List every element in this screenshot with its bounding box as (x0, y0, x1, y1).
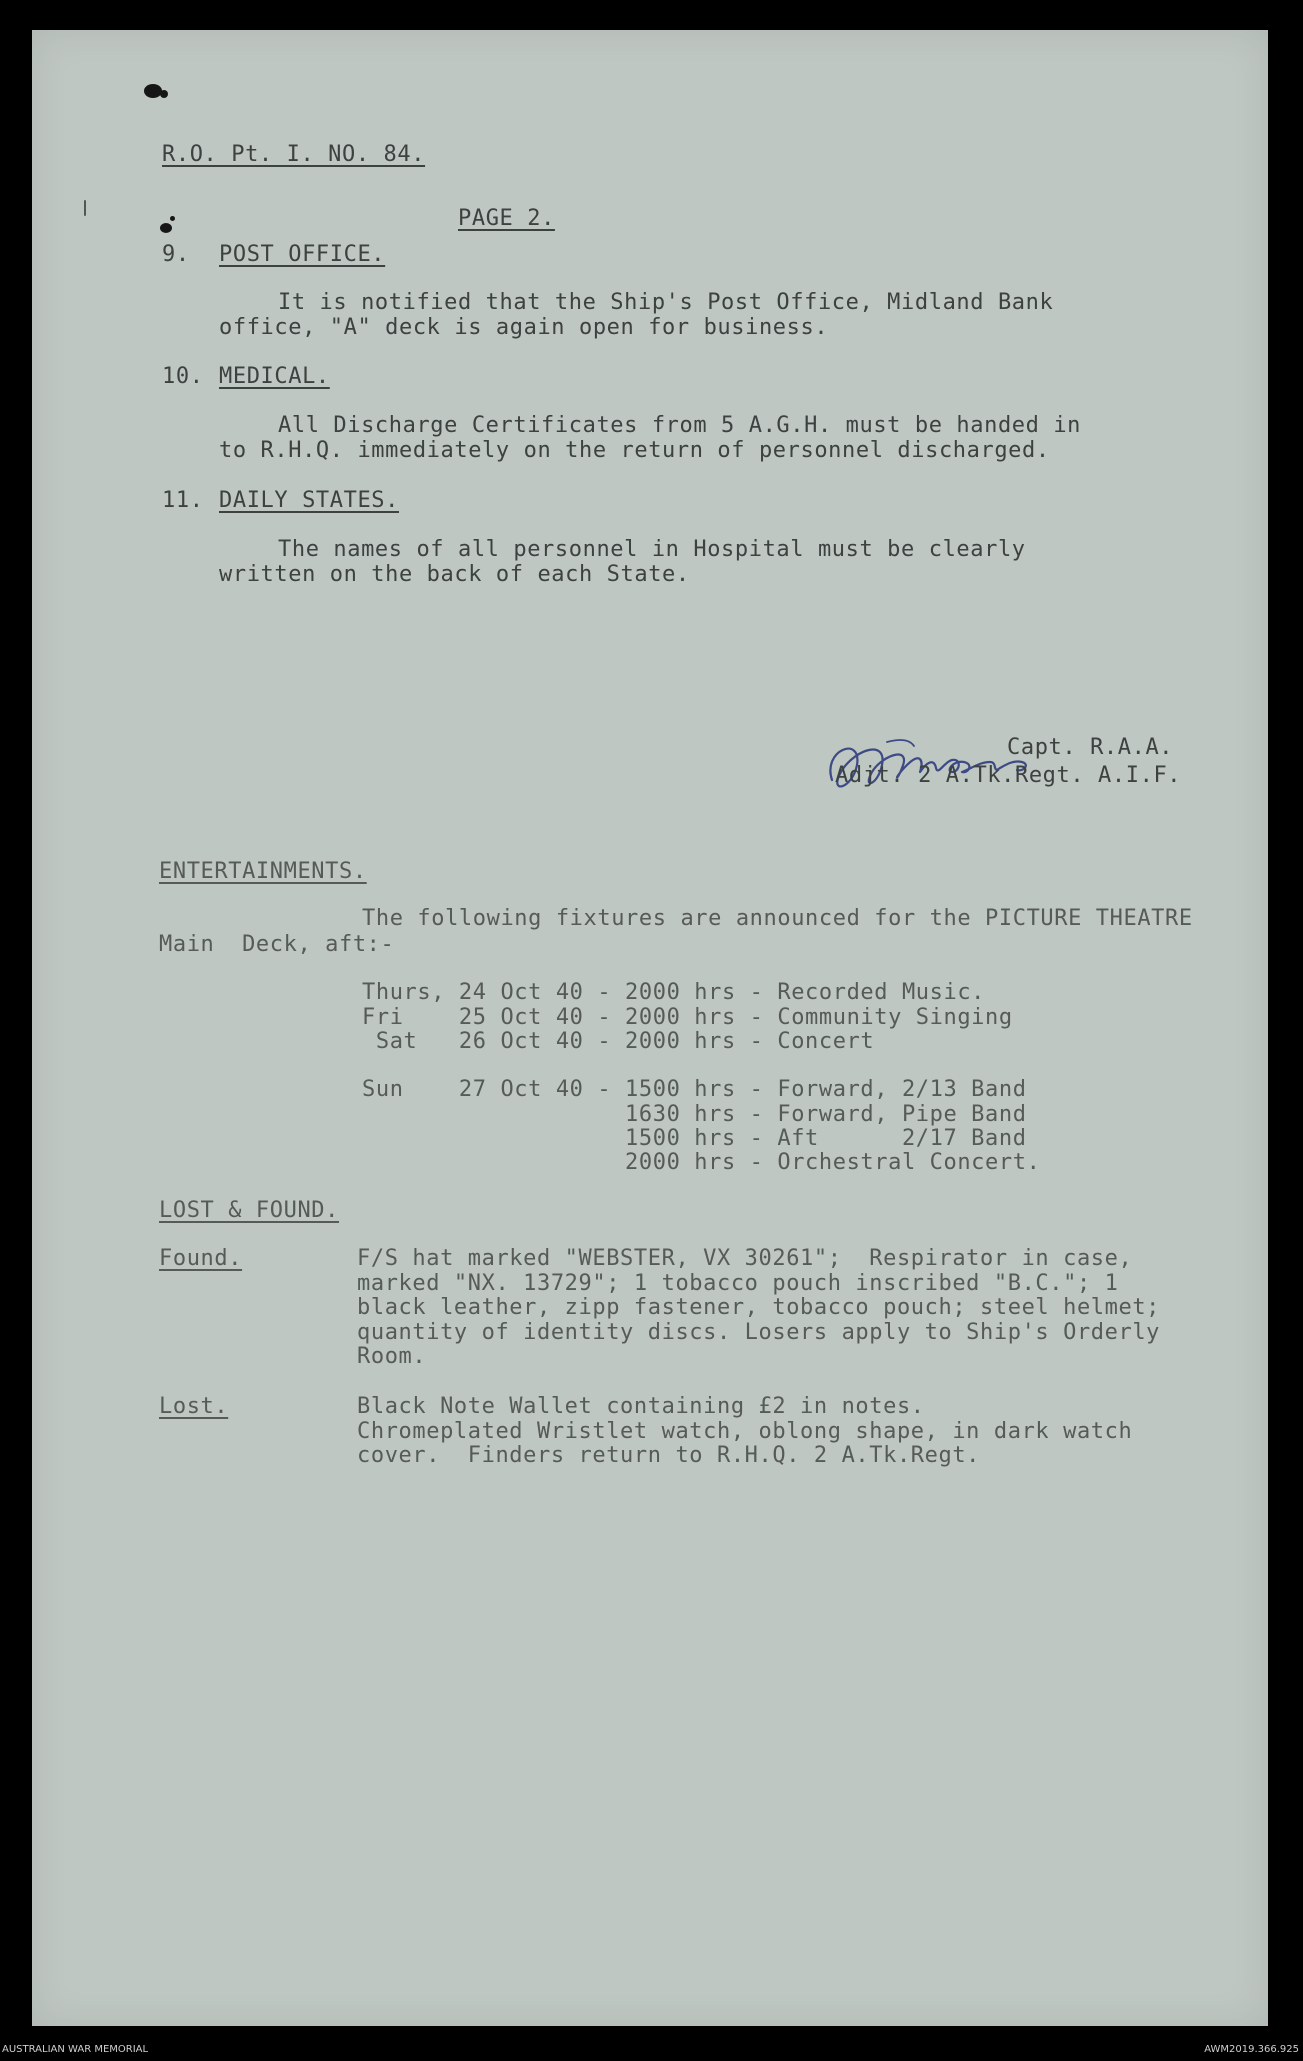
lost-label: Lost. (159, 1394, 229, 1419)
found-text: F/S hat marked "WEBSTER, VX 30261"; Respirator in case, (357, 1246, 1133, 1271)
found-text: Room. (357, 1344, 427, 1369)
fixture-line: Sat 26 Oct 40 - 2000 hrs - Concert (362, 1029, 875, 1054)
section-title: DAILY STATES. (219, 488, 399, 513)
order-reference: R.O. Pt. I. NO. 84. (162, 142, 426, 167)
ink-mark (144, 84, 162, 98)
ink-mark (160, 90, 168, 98)
ink-mark (170, 216, 175, 221)
fixture-line: 1630 hrs - Forward, Pipe Band (362, 1102, 1027, 1127)
section-number: 9. (162, 242, 190, 267)
section-text: All Discharge Certificates from 5 A.G.H. must be handed in (278, 413, 1082, 438)
found-label: Found. (159, 1246, 243, 1271)
footer-archive-name: AUSTRALIAN WAR MEMORIAL (2, 2044, 149, 2055)
signatory-rank: Capt. R.A.A. (1007, 735, 1174, 760)
section-text: written on the back of each State. (219, 562, 690, 587)
lost-text: cover. Finders return to R.H.Q. 2 A.Tk.Regt. (357, 1443, 981, 1468)
ink-mark (84, 200, 86, 216)
entertainments-intro: The following fixtures are announced for the PICTURE THEATRE (362, 906, 1193, 931)
footer-accession-number: AWM2019.366.925 (1204, 2044, 1299, 2055)
found-text: marked "NX. 13729"; 1 tobacco pouch inscribed "B.C."; 1 (357, 1271, 1119, 1296)
found-text: black leather, zipp fastener, tobacco pouch; steel helmet; (357, 1295, 1161, 1320)
section-text: office, "A" deck is again open for business. (219, 315, 829, 340)
section-text: It is notified that the Ship's Post Office, Midland Bank (278, 290, 1054, 315)
fixture-line: Fri 25 Oct 40 - 2000 hrs - Community Singing (362, 1005, 1013, 1030)
ink-mark (160, 223, 172, 233)
section-title: MEDICAL. (219, 364, 330, 389)
section-number: 10. (162, 364, 204, 389)
fixture-line: Thurs, 24 Oct 40 - 2000 hrs - Recorded Music. (362, 980, 986, 1005)
section-title: POST OFFICE. (219, 242, 386, 267)
fixture-line: 1500 hrs - Aft 2/17 Band (362, 1126, 1027, 1151)
found-text: quantity of identity discs. Losers apply to Ship's Orderly (357, 1320, 1161, 1345)
signatory-unit: Adjt. 2 A.Tk.Regt. A.I.F. (835, 763, 1182, 788)
lost-text: Chromeplated Wristlet watch, oblong shape, in dark watch (357, 1419, 1133, 1444)
section-title: ENTERTAINMENTS. (159, 859, 367, 884)
section-text: to R.H.Q. immediately on the return of personnel discharged. (219, 438, 1050, 463)
entertainments-intro: Main Deck, aft:- (159, 932, 395, 957)
fixture-line: Sun 27 Oct 40 - 1500 hrs - Forward, 2/13 Band (362, 1077, 1027, 1102)
page-number: PAGE 2. (458, 206, 555, 231)
lost-text: Black Note Wallet containing £2 in notes. (357, 1394, 925, 1419)
section-title: LOST & FOUND. (159, 1198, 339, 1223)
section-text: The names of all personnel in Hospital must be clearly (278, 537, 1026, 562)
fixture-line: 2000 hrs - Orchestral Concert. (362, 1150, 1041, 1175)
document-page (32, 30, 1268, 2026)
section-number: 11. (162, 488, 204, 513)
